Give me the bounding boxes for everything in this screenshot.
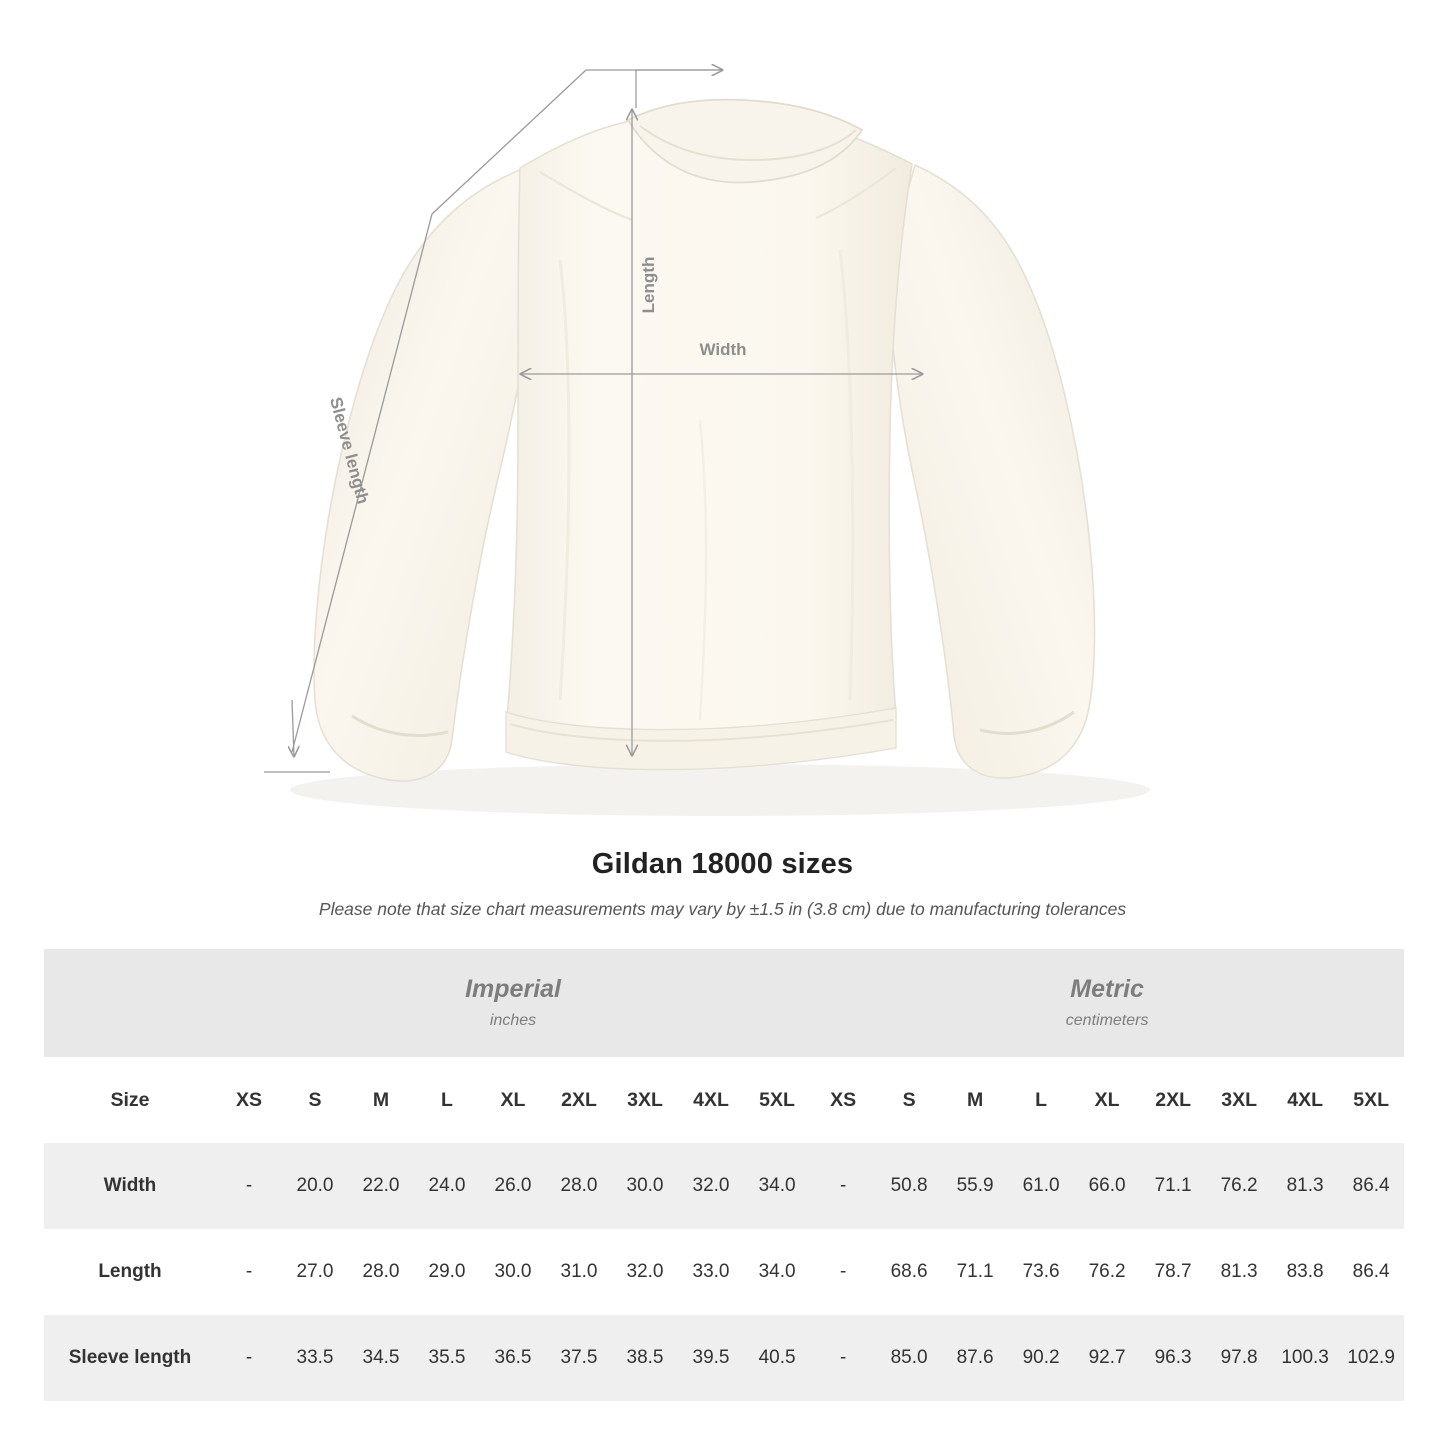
cell: 30.0	[612, 1143, 678, 1229]
cell: 33.5	[282, 1315, 348, 1401]
unit-name-imperial: Imperial	[465, 975, 561, 1004]
cell: 86.4	[1338, 1229, 1404, 1315]
row-label-width: Width	[44, 1143, 216, 1229]
size-header-cell: 5XL	[1338, 1057, 1404, 1143]
cell: 35.5	[414, 1315, 480, 1401]
cell: -	[810, 1229, 876, 1315]
cell: -	[216, 1315, 282, 1401]
size-header-cell: L	[1008, 1057, 1074, 1143]
size-header-cell: S	[876, 1057, 942, 1143]
size-chart-table	[44, 949, 1404, 1401]
cell: 28.0	[546, 1143, 612, 1229]
cell: 85.0	[876, 1315, 942, 1401]
cell: 66.0	[1074, 1143, 1140, 1229]
cell: 100.3	[1272, 1315, 1338, 1401]
unit-name-metric: Metric	[1070, 975, 1144, 1004]
cell: 22.0	[348, 1143, 414, 1229]
size-header-cell: L	[414, 1057, 480, 1143]
cell: 71.1	[1140, 1143, 1206, 1229]
diagram-label-sleeve-length: Sleeve length	[325, 395, 373, 506]
unit-header-imperial	[216, 949, 810, 1057]
size-header-cell: M	[942, 1057, 1008, 1143]
cell: 81.3	[1272, 1143, 1338, 1229]
cell: 61.0	[1008, 1143, 1074, 1229]
cell: 20.0	[282, 1143, 348, 1229]
diagram-label-length: Length	[639, 256, 658, 314]
size-header-cell: 5XL	[744, 1057, 810, 1143]
table-row	[44, 1143, 1404, 1229]
unit-header-spacer	[44, 949, 216, 1057]
unit-header-row	[44, 949, 1404, 1057]
cell: 29.0	[414, 1229, 480, 1315]
cell: -	[810, 1143, 876, 1229]
cell: 55.9	[942, 1143, 1008, 1229]
cell: 68.6	[876, 1229, 942, 1315]
cell: 32.0	[678, 1143, 744, 1229]
table-row	[44, 1229, 1404, 1315]
cell: 34.0	[744, 1143, 810, 1229]
cell: -	[216, 1229, 282, 1315]
cell: 33.0	[678, 1229, 744, 1315]
cell: 73.6	[1008, 1229, 1074, 1315]
diagram-label-width: Width	[699, 340, 747, 359]
cell: 50.8	[876, 1143, 942, 1229]
cell: 102.9	[1338, 1315, 1404, 1401]
cell: 92.7	[1074, 1315, 1140, 1401]
size-header-cell: 2XL	[546, 1057, 612, 1143]
size-header-cell: XS	[810, 1057, 876, 1143]
cell: 78.7	[1140, 1229, 1206, 1315]
unit-header-metric	[810, 949, 1404, 1057]
cell: 76.2	[1206, 1143, 1272, 1229]
size-header-cell: XS	[216, 1057, 282, 1143]
cell: 96.3	[1140, 1315, 1206, 1401]
cell: 34.5	[348, 1315, 414, 1401]
row-label-length: Length	[44, 1229, 216, 1315]
size-header-cell: S	[282, 1057, 348, 1143]
size-header-cell: XL	[1074, 1057, 1140, 1143]
size-header-cell: 4XL	[1272, 1057, 1338, 1143]
size-header-cell: 3XL	[612, 1057, 678, 1143]
cell: 76.2	[1074, 1229, 1140, 1315]
cell: 81.3	[1206, 1229, 1272, 1315]
tolerance-note: Please note that size chart measurements may vary by ±1.5 in (3.8 cm) due to manufacturing tolerances	[318, 899, 1127, 919]
cell: 34.0	[744, 1229, 810, 1315]
cell: 27.0	[282, 1229, 348, 1315]
cell: 28.0	[348, 1229, 414, 1315]
cell: 97.8	[1206, 1315, 1272, 1401]
cell: 37.5	[546, 1315, 612, 1401]
cell: 40.5	[744, 1315, 810, 1401]
size-header-cell: 3XL	[1206, 1057, 1272, 1143]
cell: 32.0	[612, 1229, 678, 1315]
size-chart-table-wrap	[44, 949, 1401, 1401]
size-header-row	[44, 1057, 1404, 1143]
cell: 71.1	[942, 1229, 1008, 1315]
cell: 24.0	[414, 1143, 480, 1229]
row-label-sleeve-length: Sleeve length	[44, 1315, 216, 1401]
cell: 31.0	[546, 1229, 612, 1315]
cell: 38.5	[612, 1315, 678, 1401]
cell: 83.8	[1272, 1229, 1338, 1315]
table-row	[44, 1315, 1404, 1401]
cell: -	[216, 1143, 282, 1229]
cell: 36.5	[480, 1315, 546, 1401]
title-block	[0, 848, 1445, 920]
size-header-cell: XL	[480, 1057, 546, 1143]
cell: 39.5	[678, 1315, 744, 1401]
size-header-label: Size	[44, 1057, 216, 1143]
size-header-cell: M	[348, 1057, 414, 1143]
unit-sub-imperial: inches	[489, 1011, 537, 1029]
cell: 26.0	[480, 1143, 546, 1229]
size-header-cell: 2XL	[1140, 1057, 1206, 1143]
unit-sub-metric: centimeters	[1065, 1011, 1149, 1029]
cell: 30.0	[480, 1229, 546, 1315]
cell: 86.4	[1338, 1143, 1404, 1229]
size-header-cell: 4XL	[678, 1057, 744, 1143]
cell: 87.6	[942, 1315, 1008, 1401]
page-title: Gildan 18000 sizes	[591, 848, 854, 880]
cell: 90.2	[1008, 1315, 1074, 1401]
cell: -	[810, 1315, 876, 1401]
